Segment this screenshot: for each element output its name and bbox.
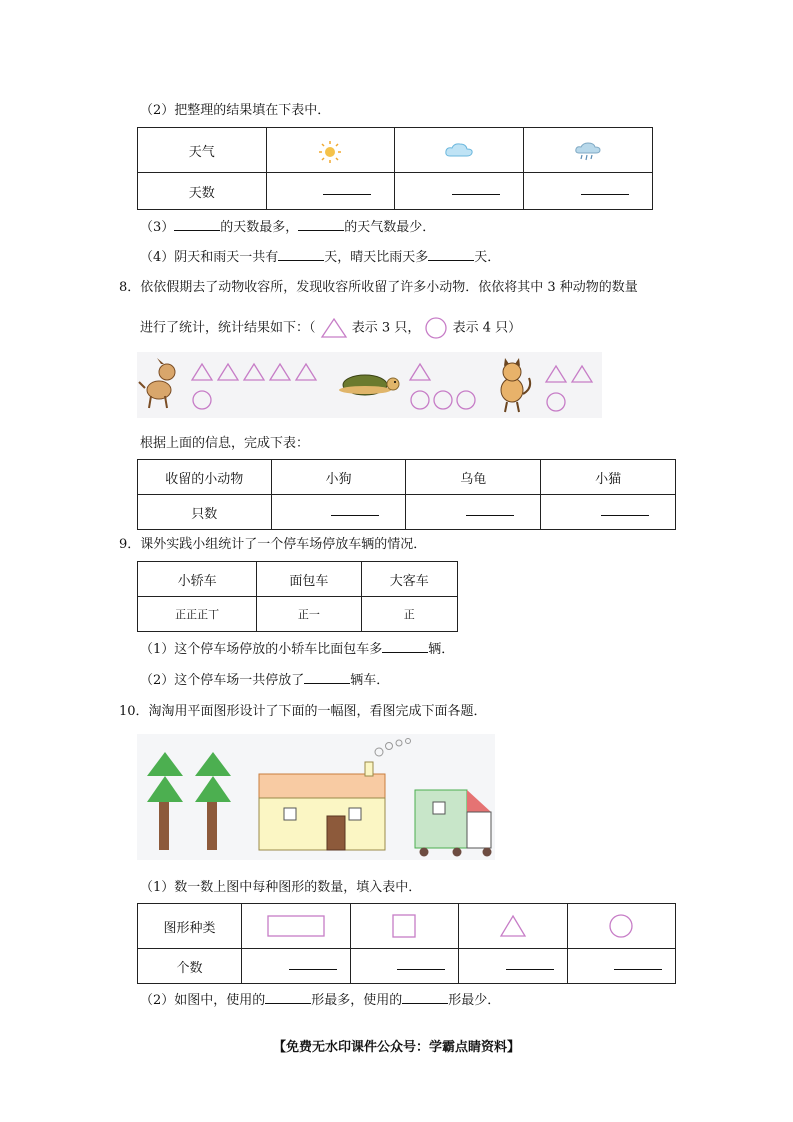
answer-blank[interactable]: [428, 248, 474, 261]
q10-part2: （2）如图中，使用的 形最多，使用的 形最少．: [140, 993, 501, 1008]
q9-title: 9．课外实践小组统计了一个停车场停放车辆的情况．: [119, 537, 427, 552]
animal-header: 收留的小动物: [138, 460, 272, 495]
vehicle-header: 小轿车: [138, 562, 257, 597]
sun-icon: [318, 140, 342, 164]
square-icon: [392, 914, 416, 938]
shape-type-label: 图形种类: [138, 904, 242, 949]
answer-blank[interactable]: [402, 991, 448, 1004]
answer-blank[interactable]: [395, 173, 524, 210]
circle-icon: [608, 913, 634, 939]
animal-header: 小猫: [541, 460, 676, 495]
answer-blank[interactable]: [541, 495, 676, 530]
count-label: 只数: [138, 495, 272, 530]
animal-table: [137, 459, 676, 530]
answer-blank[interactable]: [265, 991, 311, 1004]
animal-header: 小狗: [271, 460, 406, 495]
answer-blank[interactable]: [271, 495, 406, 530]
q8-prompt: 根据上面的信息，完成下表：: [140, 436, 310, 451]
weather-table: [137, 127, 653, 210]
answer-blank[interactable]: [459, 949, 567, 984]
q9-part1: （1）这个停车场停放的小轿车比面包车多 辆．: [140, 642, 455, 657]
q8-line1: 8．依依假期去了动物收容所，发现收容所收留了许多小动物．依依将其中 3 种动物的数量: [119, 280, 638, 295]
weather-label: 天气: [138, 128, 267, 173]
rectangle-icon: [267, 915, 325, 937]
triangle-legend-icon: [320, 317, 348, 339]
cloud-icon: [444, 141, 474, 159]
answer-blank[interactable]: [304, 671, 350, 684]
rain-cloud-icon: [574, 141, 602, 163]
tally-cell: 正: [361, 597, 457, 632]
q10-part1: （1）数一数上图中每种图形的数量，填入表中．: [140, 880, 422, 895]
answer-blank[interactable]: [278, 248, 324, 261]
answer-blank[interactable]: [266, 173, 395, 210]
count-label: 个数: [138, 949, 242, 984]
q9-part2: （2）这个停车场一共停放了 辆车．: [140, 673, 390, 688]
q10-title: 10．淘淘用平面图形设计了下面的一幅图，看图完成下面各题．: [119, 704, 487, 719]
answer-blank[interactable]: [242, 949, 350, 984]
answer-blank[interactable]: [567, 949, 675, 984]
answer-blank[interactable]: [524, 173, 653, 210]
triangle-icon: [499, 914, 527, 938]
tally-cell: 正一: [257, 597, 361, 632]
footer-note: 【免费无水印课件公众号：学霸点睛资料】: [272, 1040, 520, 1055]
vehicle-header: 面包车: [257, 562, 361, 597]
animal-pictograph: [137, 352, 602, 418]
tally-cell: 正正正丅: [138, 597, 257, 632]
animal-header: 乌龟: [406, 460, 541, 495]
answer-blank[interactable]: [174, 218, 220, 231]
q7-part3: （3） 的天数最多， 的天气数最少．: [140, 220, 436, 235]
shape-picture: [137, 734, 495, 860]
answer-blank[interactable]: [298, 218, 344, 231]
q7-part4: （4）阴天和雨天一共有 天，晴天比雨天多 天．: [140, 250, 501, 265]
vehicle-header: 大客车: [361, 562, 457, 597]
q7-part2: （2）把整理的结果填在下表中．: [140, 103, 331, 118]
shape-table: [137, 903, 676, 984]
answer-blank[interactable]: [382, 640, 428, 653]
q8-line2: 进行了统计，统计结果如下：（ 表示 3 只， 表示 4 只）: [140, 316, 521, 340]
vehicle-table: [137, 561, 458, 632]
answer-blank[interactable]: [406, 495, 541, 530]
circle-legend-icon: [424, 316, 448, 340]
days-label: 天数: [138, 173, 267, 210]
answer-blank[interactable]: [350, 949, 458, 984]
